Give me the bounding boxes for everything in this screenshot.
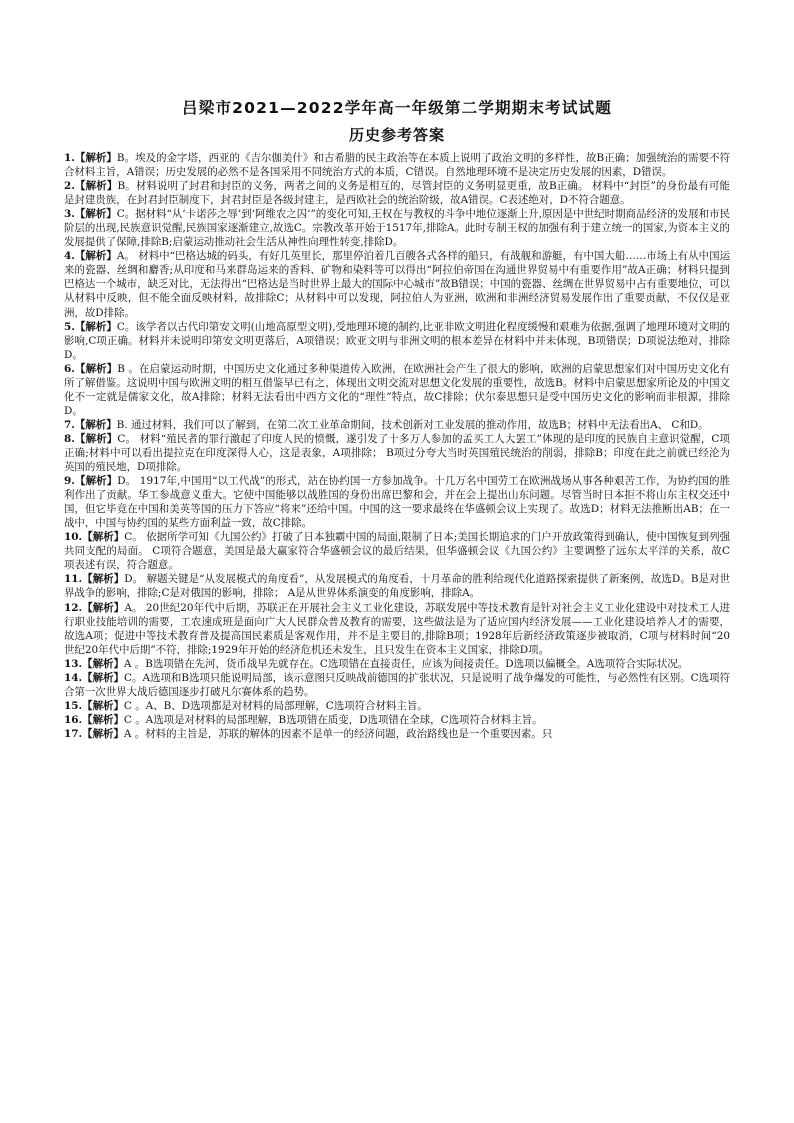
answer-number: 6.	[64, 362, 75, 375]
answer-item	[64, 320, 730, 362]
answer-item	[64, 657, 730, 671]
answer-page	[64, 96, 730, 741]
answer-number: 8.	[64, 432, 75, 445]
answer-list	[64, 151, 730, 741]
answer-number: 16.	[64, 713, 83, 726]
answer-text: B. 通过材料，我们可以了解到，在第二次工业革命期间，技术创新对工业发展的推动作用，故选B；材料中无法看出A、 C和D。	[116, 418, 709, 431]
document-subtitle: 历史参考答案	[348, 126, 445, 144]
analysis-tag: 【解析】	[74, 475, 118, 488]
answer-item	[64, 699, 730, 713]
answer-item	[64, 418, 730, 432]
answer-number: 15.	[64, 699, 83, 712]
answer-item	[64, 530, 730, 572]
answer-item	[64, 179, 730, 207]
document-title: 吕梁市2021—2022学年高一年级第二学期期末考试试题	[182, 99, 612, 117]
analysis-tag: 【解析】	[82, 657, 124, 670]
answer-number: 4.	[64, 250, 75, 263]
answer-number: 11.	[64, 573, 83, 586]
analysis-tag: 【解析】	[74, 208, 117, 221]
answer-text: C。该学者以古代印第安文明(山地高原型文明),受地理环境的制约,比亚非欧文明进化程度缓慢和艰难为依据,强调了地理环境对文明的影响,C项正确。材料并未说明印第安文明更落后，A项错误；欧亚文明与非洲文明的根本差异在材料中并未体现，B项错误；D项说法绝对，排除D。	[64, 320, 730, 361]
answer-item	[64, 572, 730, 600]
answer-number: 13.	[64, 657, 83, 670]
answer-number: 17.	[64, 727, 83, 740]
answer-text: A 。材料的主旨是，苏联的解体的因素不是单一的经济问题，政治路线也是一个重要因素。只	[123, 727, 553, 740]
answer-item	[64, 671, 730, 699]
answer-number: 5.	[64, 320, 75, 333]
analysis-tag: 【解析】	[74, 250, 117, 263]
analysis-tag: 【解析】	[82, 727, 124, 740]
answer-number: 14.	[64, 671, 83, 684]
answer-text: A 。B选项错在先河，货币战早先就存在。C选项错在直接责任，应该为间接责任。D选项以偏概全。A选项符合实际状况。	[123, 657, 689, 670]
answer-text: C。据材料“从‘卡诺莎之辱’到‘阿维农之囚’”的变化可知,王权在与教权的斗争中地位逐渐上升,原因是中世纪时期商品经济的发展和市民阶层的出现,民族意识觉醒,民族国家逐渐建立,故选C。宗教改革开始于1517年,排除A。此时专制王权的加强有利于建立统一的国家,为资本主义的发展提供了保障,排除B;启蒙运动推动社会生活从神性向理性转变,排除D。	[64, 208, 730, 249]
answer-text: C。 依据所学可知《九国公约》打破了日本独霸中国的局面,限制了日本;美国长期追求的门户开放政策得到确认，使中国恢复到列强共同支配的局面。 C项符合题意，美国是最大赢家符合华盛顿会议的最后结果，但华盛顿会议《九国公约》主要调整了远东太平洋的关系，故C项表述有误，符合题意。	[64, 531, 731, 572]
answer-text: C。A选项和B选项只能说明局部，该示意图只反映战前德国的扩张状况，只是说明了战争爆发的可能性，与必然性有区别。C选项符合第一次世界大战后德国逐步打破凡尔赛体系的趋势。	[64, 671, 731, 698]
answer-number: 12.	[64, 601, 83, 614]
answer-item	[64, 727, 730, 741]
answer-text: A。 材料中“巴格达城的码头，有好几英里长，那里停泊着几百艘各式各样的船只，有战舰和游艇，有中国大船……市场上有从中国运来的瓷器、丝绸和麝香;从印度和马来群岛运来的香料、矿物和染料等可以得出“阿拉伯帝国在沟通世界贸易中有重要作用”故A正确；材料只提到巴格达一个城市，缺乏对比，无法得出“巴格达是当时世界上最大的国际中心城市”故B错误；中国的瓷器、丝绸在世界贸易中占有重要地位，可以从材料中反映，但不能全面反映材料，故排除C；从材料中可以发现，阿拉伯人为亚洲，欧洲和非洲经济贸易发展作出了重要贡献，不仅仅是亚洲，故D排除。	[64, 250, 731, 319]
answer-number: 9.	[64, 475, 75, 488]
answer-item	[64, 713, 730, 727]
analysis-tag: 【解析】	[82, 573, 125, 586]
answer-number: 7.	[64, 418, 75, 431]
answer-item	[64, 151, 730, 179]
answer-text: B。材料说明了封君和封臣的义务，两者之间的义务是相互的，尽管封臣的义务明显更重，故B正确。 材料中“封臣”的身份最有可能是封建贵族，在封君封臣制度下，封君封臣是各级封建主，是西欧社会的统治阶级，故A错误。C表述绝对，D不符合题意。	[64, 180, 730, 207]
answer-item	[64, 601, 730, 657]
analysis-tag: 【解析】	[82, 601, 125, 614]
answer-item	[64, 362, 730, 418]
answer-text: A。 20世纪20年代中后期，苏联正在开展社会主义工业化建设，苏联发展中等技术教育是针对社会主义工业化建设中对技术工人进行职业技能培训的需要，工农速成班是面向广大人民群众普及教育的需要，这些做法是为了适应国内经济发展——工业化建设培养人才的需要，故选A项；促进中等技术教育普及提高国民素质是客观作用，并不是主要目的,排除B项；1928年后新经济政策逐步被取消，C项与材料时间“20世纪20年代中后期”不符，排除;1929年开始的经济危机还未发生，且只发生在资本主义国家，排除D项。	[64, 601, 730, 656]
answer-item	[64, 474, 730, 530]
analysis-tag: 【解析】	[82, 671, 124, 684]
answer-item	[64, 249, 730, 319]
answer-item	[64, 432, 730, 474]
analysis-tag: 【解析】	[74, 362, 118, 375]
analysis-tag: 【解析】	[82, 531, 125, 544]
answer-number: 2.	[64, 180, 75, 193]
answer-number: 10.	[64, 531, 83, 544]
answer-number: 1.	[64, 152, 75, 164]
analysis-tag: 【解析】	[74, 432, 118, 445]
answer-text: C 。A选项是对材料的局部理解，B选项错在质变，D选项错在全球，C选项符合材料主旨。	[123, 713, 543, 726]
analysis-tag: 【解析】	[82, 699, 124, 712]
analysis-tag: 【解析】	[74, 418, 117, 431]
answer-number: 3.	[64, 208, 75, 221]
analysis-tag: 【解析】	[74, 180, 118, 193]
answer-item	[64, 207, 730, 249]
answer-text: D。 1917年,中国用“以工代战”的形式，站在协约国一方参加战争。十几万名中国劳工在欧洲战场从事各种艰苦工作，为协约国的胜利作出了贡献。华工参战意义重大。它使中国能够以战胜国的身份出席巴黎和会，并在会上提出山东问题。尽管当时日本拒不将山东主权交还中国，但它毕竟在中国和美英等国的压力下答应“将来”还给中国。中国的这一要求最终在华盛顿会议上实现了。故选D；材料无法推断出AB；在一战中，中国与协约国的某些方面利益一致，故C排除。	[64, 475, 731, 530]
answer-text: C。 材料“殖民者的罪行激起了印度人民的愤慨，遂引发了十多万人参加的孟买工人大罢工”体现的是印度的民族自主意识觉醒，C项正确;材料中可以看出提拉克在印度深得人心，这是表象，A项排除； B项过分夸大当时英国殖民统治的削弱，排除B；印度在此之前就已经沦为英国的殖民地，D项排除。	[64, 432, 730, 474]
analysis-tag: 【解析】	[74, 152, 117, 164]
answer-text: D。 解题关键是“从发展模式的角度看”，从发展模式的角度看，十月革命的胜利给现代化道路探索提供了新案例，故选D。B是对世界战争的影响，排除;C是对俄国的影响，排除； A是从世界体系演变的角度影响，排除A。	[64, 573, 731, 600]
answer-text: B。埃及的金字塔，西亚的《吉尔伽美什》和古希腊的民主政治等在本质上说明了政治文明的多样性，故B正确；加强统治的需要不符合材料主旨，A错误；历史发展的必然不是各国采用不同统治方式的本质，C错误。自然地理环境不是决定历史发展的因素，D错误。	[64, 152, 731, 179]
answer-text: C 。A、B、D选项都是对材料的局部理解，C选项符合材料主旨。	[123, 699, 428, 712]
analysis-tag: 【解析】	[74, 320, 117, 333]
analysis-tag: 【解析】	[82, 713, 124, 726]
answer-text: B 。在启蒙运动时期，中国历史文化通过多种渠道传入欧洲，在欧洲社会产生了很大的影响，欧洲的启蒙思想家们对中国历史文化有所了解借鉴。这说明中国与欧洲文明的相互借鉴早已有之，体现出文明交流对思想文化发展的重要性，故选B。材料中启蒙思想家所论及的中国文化不一定就是儒家文化，故A排除；材料无法看出中西方文化的“理性”特点，故C排除；伏尔泰思想只是受中国历史文化的影响而非根源，排除D。	[64, 362, 730, 417]
